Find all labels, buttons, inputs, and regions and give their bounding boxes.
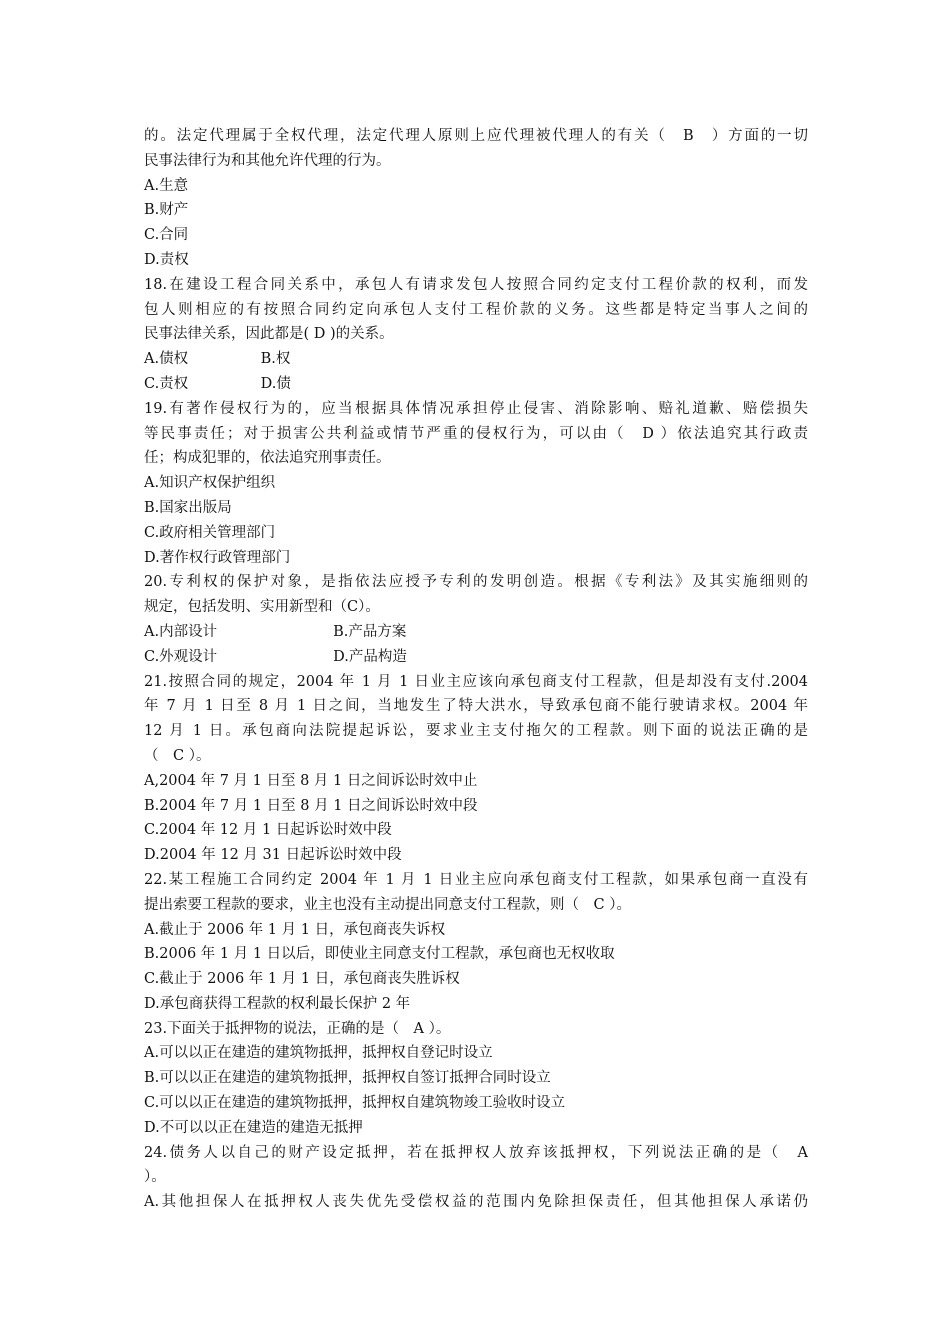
- option-line: C.截止于 2006 年 1 月 1 日，承包商丧失胜诉权: [144, 971, 460, 988]
- text-line: 民事法律行为和其他允许代理的行为。: [144, 152, 391, 169]
- option-line: C.责权 D.债: [144, 375, 291, 392]
- option-line: A.其他担保人在抵押权人丧失优先受偿权益的范围内免除担保责任，但其他担保人承诺仍: [144, 1194, 808, 1211]
- question-line: 20.专利权的保护对象，是指依法应授予专利的发明创造。根据《专利法》及其实施细则的: [144, 574, 808, 591]
- question-line: 规定，包括发明、实用新型和（C）。: [144, 599, 380, 616]
- option-line: C.2004 年 12 月 1 日起诉讼时效中段: [144, 822, 392, 839]
- option-line: A.债权 B.权: [144, 351, 291, 368]
- question-line: 等民事责任；对于损害公共利益或情节严重的侵权行为，可以由（ D ）依法追究其行政责: [144, 425, 808, 442]
- question-line: 18.在建设工程合同关系中，承包人有请求发包人按照合同约定支付工程价款的权利，而发: [144, 276, 808, 293]
- option-line: A.知识产权保护组织: [144, 475, 276, 492]
- option-line: C.合同: [144, 227, 189, 244]
- option-line: A,2004 年 7 月 1 日至 8 月 1 日之间诉讼时效中止: [144, 772, 478, 789]
- question-line: 提出索要工程款的要求，业主也没有主动提出同意支付工程款，则（ C ）。: [144, 896, 631, 913]
- option-line: A.内部设计 B.产品方案: [144, 623, 407, 640]
- option-line: B.可以以正在建造的建筑物抵押，抵押权自签订抵押合同时设立: [144, 1070, 551, 1087]
- option-line: D.承包商获得工程款的权利最长保护 2 年: [144, 995, 411, 1012]
- option-line: D.2004 年 12 月 31 日起诉讼时效中段: [144, 847, 402, 864]
- option-line: D.不可以以正在建造的建造无抵押: [144, 1119, 363, 1136]
- question-line: 19.有著作侵权行为的，应当根据具体情况承担停止侵害、消除影响、赔礼道歉、赔偿损失: [144, 400, 808, 417]
- option-line: D.著作权行政管理部门: [144, 549, 291, 566]
- option-line: C.外观设计 D.产品构造: [144, 648, 407, 665]
- document-body: [144, 124, 808, 1215]
- question-line: 民事法律关系，因此都是( D )的关系。: [144, 326, 394, 343]
- question-line: 21.按照合同的规定，2004 年 1 月 1 日业主应该向承包商支付工程款，但是却没有支付.2004: [144, 673, 808, 690]
- question-line: 任；构成犯罪的，依法追究刑事责任。: [144, 450, 391, 467]
- option-line: A.生意: [144, 177, 189, 194]
- text-line: 的。法定代理属于全权代理，法定代理人原则上应代理被代理人的有关（ B ）方面的一切: [144, 128, 808, 144]
- option-line: A.可以以正在建造的建筑物抵押，抵押权自登记时设立: [144, 1045, 493, 1062]
- question-line: 包人则相应的有按照合同约定向承包人支付工程价款的义务。这些都是特定当事人之间的: [144, 301, 808, 318]
- option-line: B.2006 年 1 月 1 日以后，即使业主同意支付工程款，承包商也无权收取: [144, 946, 615, 963]
- question-line: 年 7 月 1 日至 8 月 1 日之间，当地发生了特大洪水，导致承包商不能行驶请求权。2004 年: [144, 698, 808, 715]
- option-line: B.财产: [144, 202, 189, 219]
- option-line: B.2004 年 7 月 1 日至 8 月 1 日之间诉讼时效中段: [144, 797, 478, 814]
- question-line: ）。: [144, 1169, 166, 1186]
- option-line: D.责权: [144, 251, 189, 268]
- question-line: 12 月 1 日。承包商向法院提起诉讼，要求业主支付拖欠的工程款。则下面的说法正确的是: [144, 723, 808, 740]
- option-line: B.国家出版局: [144, 499, 232, 516]
- option-line: C.可以以正在建造的建筑物抵押，抵押权自建筑物竣工验收时设立: [144, 1095, 566, 1112]
- option-line: A.截止于 2006 年 1 月 1 日，承包商丧失诉权: [144, 921, 446, 938]
- question-line: 24.债务人以自己的财产设定抵押，若在抵押权人放弃该抵押权，下列说法正确的是（ A: [144, 1144, 808, 1161]
- option-line: C.政府相关管理部门: [144, 524, 276, 541]
- question-line: （ C ）。: [144, 747, 211, 764]
- question-line: 22.某工程施工合同约定 2004 年 1 月 1 日业主应向承包商支付工程款，如果承包商一直没有: [144, 871, 808, 888]
- question-line: 23.下面关于抵押物的说法，正确的是（ A ）。: [144, 1020, 451, 1037]
